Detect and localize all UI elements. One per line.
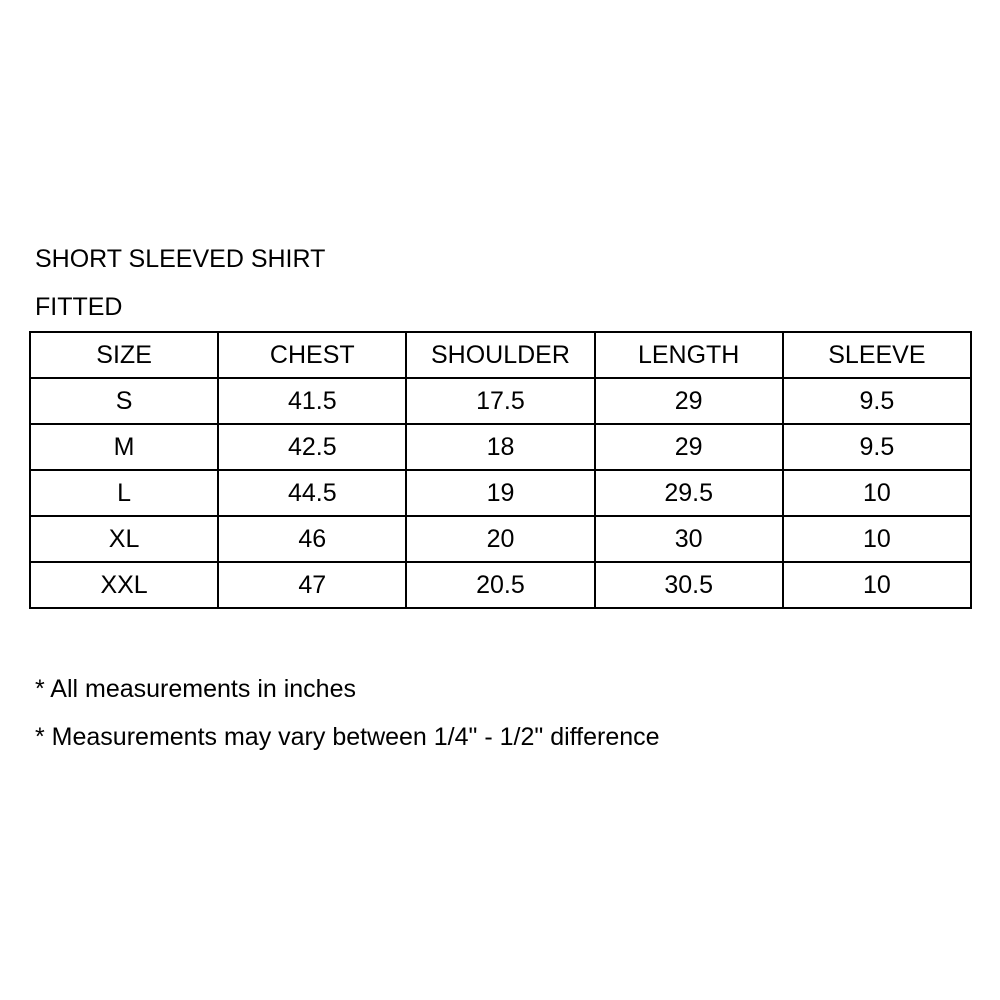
- cell-shoulder: 20.5: [406, 562, 594, 608]
- cell-chest: 44.5: [218, 470, 406, 516]
- column-header-chest: CHEST: [218, 332, 406, 378]
- size-chart-table: [29, 331, 972, 609]
- cell-size: L: [30, 470, 218, 516]
- cell-shoulder: 20: [406, 516, 594, 562]
- cell-shoulder: 17.5: [406, 378, 594, 424]
- table-row: [30, 562, 971, 608]
- cell-chest: 46: [218, 516, 406, 562]
- column-header-length: LENGTH: [595, 332, 783, 378]
- table-row: [30, 424, 971, 470]
- cell-chest: 41.5: [218, 378, 406, 424]
- column-header-shoulder: SHOULDER: [406, 332, 594, 378]
- cell-length: 30: [595, 516, 783, 562]
- table-row: [30, 516, 971, 562]
- cell-length: 29.5: [595, 470, 783, 516]
- fit-label: FITTED: [35, 293, 123, 321]
- cell-chest: 42.5: [218, 424, 406, 470]
- cell-shoulder: 18: [406, 424, 594, 470]
- column-header-size: SIZE: [30, 332, 218, 378]
- cell-sleeve: 10: [783, 470, 971, 516]
- cell-size: M: [30, 424, 218, 470]
- cell-length: 30.5: [595, 562, 783, 608]
- footnote-units: * All measurements in inches: [35, 675, 356, 703]
- cell-length: 29: [595, 378, 783, 424]
- cell-sleeve: 9.5: [783, 424, 971, 470]
- cell-size: XXL: [30, 562, 218, 608]
- table-row: [30, 378, 971, 424]
- cell-sleeve: 9.5: [783, 378, 971, 424]
- footnote-variance: * Measurements may vary between 1/4" - 1/2" difference: [35, 723, 660, 751]
- cell-chest: 47: [218, 562, 406, 608]
- cell-sleeve: 10: [783, 562, 971, 608]
- chart-title: SHORT SLEEVED SHIRT: [35, 245, 326, 273]
- cell-shoulder: 19: [406, 470, 594, 516]
- cell-sleeve: 10: [783, 516, 971, 562]
- cell-length: 29: [595, 424, 783, 470]
- column-header-sleeve: SLEEVE: [783, 332, 971, 378]
- cell-size: S: [30, 378, 218, 424]
- table-header-row: [30, 332, 971, 378]
- table-row: [30, 470, 971, 516]
- cell-size: XL: [30, 516, 218, 562]
